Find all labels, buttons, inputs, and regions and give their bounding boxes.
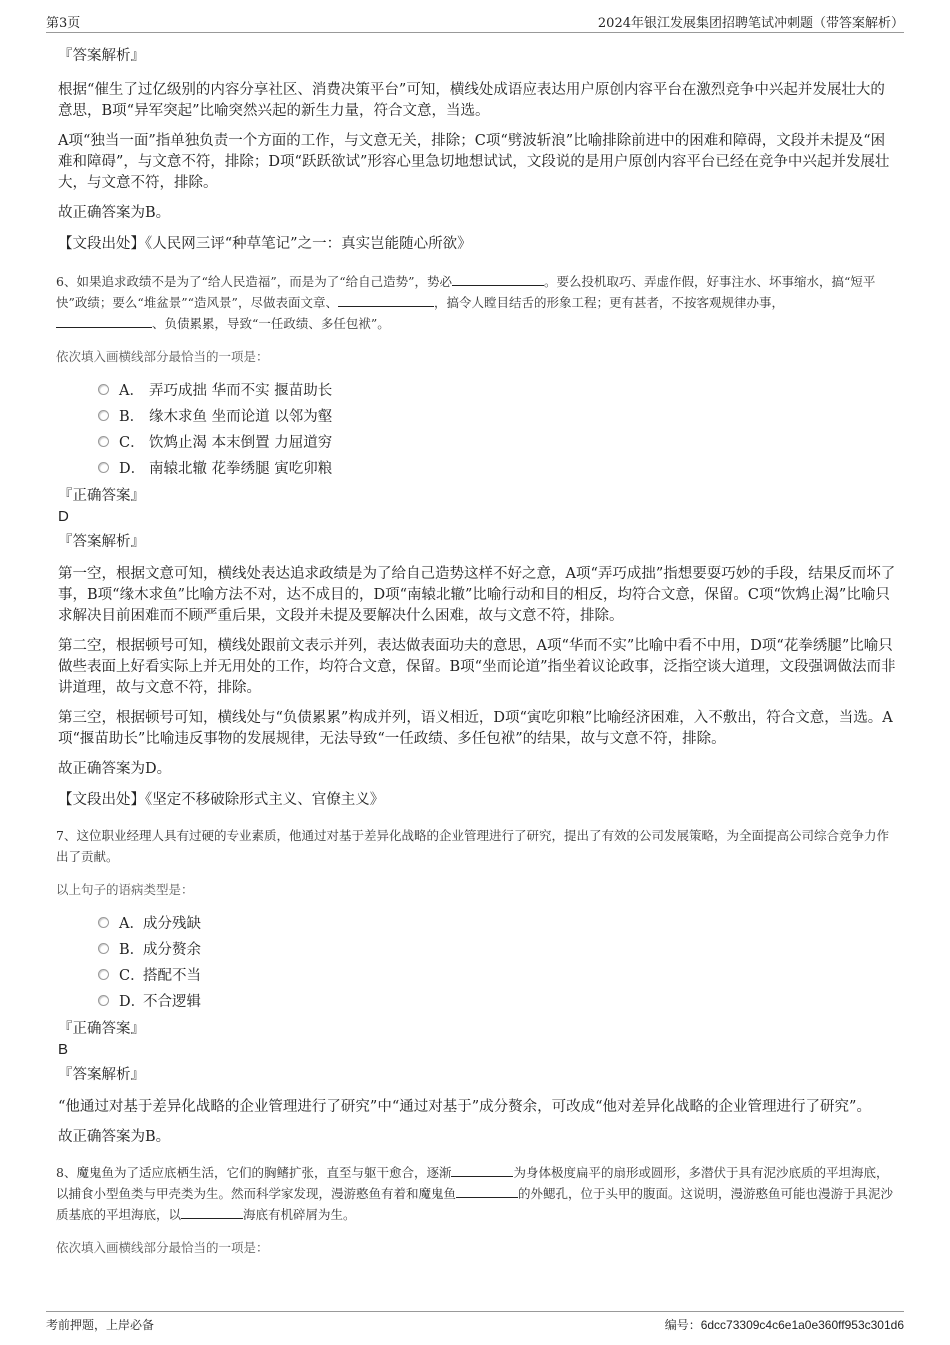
page-header: [46, 10, 904, 33]
explanation-label: 『答案解析』: [58, 1067, 145, 1083]
blank: [56, 315, 152, 328]
footer-slogan: 考前押题，上岸必备: [46, 1317, 155, 1332]
source-citation: 【文段出处】《坚定不移破除形式主义、官僚主义》: [58, 792, 385, 808]
explanation-label: 『答案解析』: [58, 534, 145, 550]
correct-answer: D: [58, 508, 69, 525]
option-a[interactable]: A． 成分残缺: [98, 909, 896, 935]
question-8-stem: 8、魔鬼鱼为了适应底栖生活，它们的胸鳍扩张，直至与躯干愈合，逐渐 为身体极度扁平的扇形或圆形，多潜伏于具有泥沙底质的平坦海底，以捕食小型鱼类与甲壳类为生。然而科学家发现，漫游憨鱼有着和魔鬼鱼 的外鳃孔，位于头甲的腹面。这说明，漫游憨鱼可能也漫游于具泥沙质基底的平坦海底，以 海底有机碎屑为生。: [56, 1165, 894, 1222]
radio-button[interactable]: [98, 943, 109, 954]
question-7-options: [98, 909, 896, 1013]
question-6-options: [98, 376, 896, 480]
document-title: 2024年银江发展集团招聘笔试冲刺题（带答案解析）: [597, 15, 904, 31]
source-citation: 【文段出处】《人民网三评“种草笔记”之一：真实岂能随心所欲》: [58, 236, 472, 252]
conclusion: 故正确答案为B。: [58, 1129, 171, 1145]
option-b[interactable]: B． 缘木求鱼 坐而论道 以邻为壑: [98, 402, 896, 428]
option-d[interactable]: D． 南辕北辙 花拳绣腿 寅吃卯粮: [98, 454, 896, 480]
answer-label: 『正确答案』: [58, 1021, 145, 1037]
explanation-paragraph: 第二空，根据顿号可知，横线处跟前文表示并列，表达做表面功夫的意思，A项“华而不实”比喻中看不中用，D项“花拳绣腿”比喻只做些表面上好看实际上并无用处的工作，均符合文意，保留。B项“坐而论道”指坐着议论政事，泛指空谈大道理，文段强调做法而非讲道理，故与文意不符，排除。: [58, 638, 896, 696]
explanation-paragraph: 第一空，根据文意可知，横线处表达追求政绩是为了给自己造势这样不好之意，A项“弄巧成拙”指想要耍巧妙的手段，结果反而坏了事，B项“缘木求鱼”比喻方法不对，达不成目的，D项“南辕北辙”比喻行动和目的相反，均符合文意，保留。C项“饮鸩止渴”比喻只求解决目前困难而不顾严重后果，文段并未提及要解决什么困难，故与文意不符，排除。: [58, 566, 896, 624]
question-prompt: 依次填入画横线部分最恰当的一项是：: [56, 349, 269, 364]
question-prompt: 以上句子的语病类型是：: [56, 882, 194, 897]
explanation-paragraph: 第三空，根据顿号可知，横线处与“负债累累”构成并列，语义相近，D项“寅吃卯粮”比喻经济困难，入不敷出，符合文意，当选。A项“揠苗助长”比喻违反事物的发展规律，无法导致“一任政绩、多任包袱”的结果，故与文意不符，排除。: [58, 710, 893, 747]
answer-label: 『正确答案』: [58, 488, 145, 504]
page-number: 第3页: [46, 15, 81, 31]
radio-button[interactable]: [98, 969, 109, 980]
page-footer: [46, 1311, 904, 1336]
explanation-paragraph: A项“独当一面”指单独负责一个方面的工作，与文意无关，排除；C项“劈波斩浪”比喻排除前进中的困难和障碍，文段并未提及“困难和障碍”，与文意不符，排除；D项“跃跃欲试”形容心里急切地想试试，文段说的是用户原创内容平台已经在竞争中兴起并发展壮大，与文意不符，排除。: [58, 133, 890, 191]
radio-button[interactable]: [98, 917, 109, 928]
blank: [452, 273, 544, 286]
conclusion: 故正确答案为D。: [58, 761, 172, 777]
option-c[interactable]: C． 搭配不当: [98, 961, 896, 987]
radio-button[interactable]: [98, 436, 109, 447]
radio-button[interactable]: [98, 995, 109, 1006]
radio-button[interactable]: [98, 384, 109, 395]
document-code: 编号：6dcc73309c4c6e1a0e360ff953c301d6: [664, 1317, 904, 1332]
question-7-stem: 7、这位职业经理人具有过硬的专业素质，他通过对基于差异化战略的企业管理进行了研究，提出了有效的公司发展策略，为全面提高公司综合竞争力作出了贡献。: [56, 828, 889, 864]
explanation-paragraph: “他通过对基于差异化战略的企业管理进行了研究”中“通过对基于”成分赘余，可改成“他对差异化战略的企业管理进行了研究”。: [58, 1099, 871, 1115]
explanation-paragraph: 根据“催生了过亿级别的内容分享社区、消费决策平台”可知，横线处成语应表达用户原创内容平台在激烈竞争中兴起并发展壮大的意思，B项“异军突起”比喻突然兴起的新生力量，符合文意，当选。: [58, 82, 885, 119]
explanation-label: 『答案解析』: [58, 48, 145, 64]
radio-button[interactable]: [98, 462, 109, 473]
radio-button[interactable]: [98, 410, 109, 421]
correct-answer: B: [58, 1041, 69, 1058]
option-b[interactable]: B． 成分赘余: [98, 935, 896, 961]
conclusion: 故正确答案为B。: [58, 205, 171, 221]
blank: [451, 1164, 513, 1177]
blank: [338, 294, 434, 307]
option-c[interactable]: C． 饮鸩止渴 本末倒置 力屈道穷: [98, 428, 896, 454]
page-content: [56, 40, 896, 1257]
blank: [181, 1206, 243, 1219]
question-6-stem: 6、如果追求政绩不是为了“给人民造福”，而是为了“给自己造势”，势必 。要么投机取巧、弄虚作假，好事注水、坏事缩水，搞“短平快”政绩；要么“堆盆景”“造风景”，尽做表面文章、 ，搞令人瞠目结舌的形象工程；更有甚者，不按客观规律办事， 、负债累累，导致“一任政绩、多任包袱”。: [56, 274, 876, 331]
blank: [456, 1185, 518, 1198]
question-prompt: 依次填入画横线部分最恰当的一项是：: [56, 1240, 269, 1255]
option-d[interactable]: D． 不合逻辑: [98, 987, 896, 1013]
option-a[interactable]: A． 弄巧成拙 华而不实 揠苗助长: [98, 376, 896, 402]
